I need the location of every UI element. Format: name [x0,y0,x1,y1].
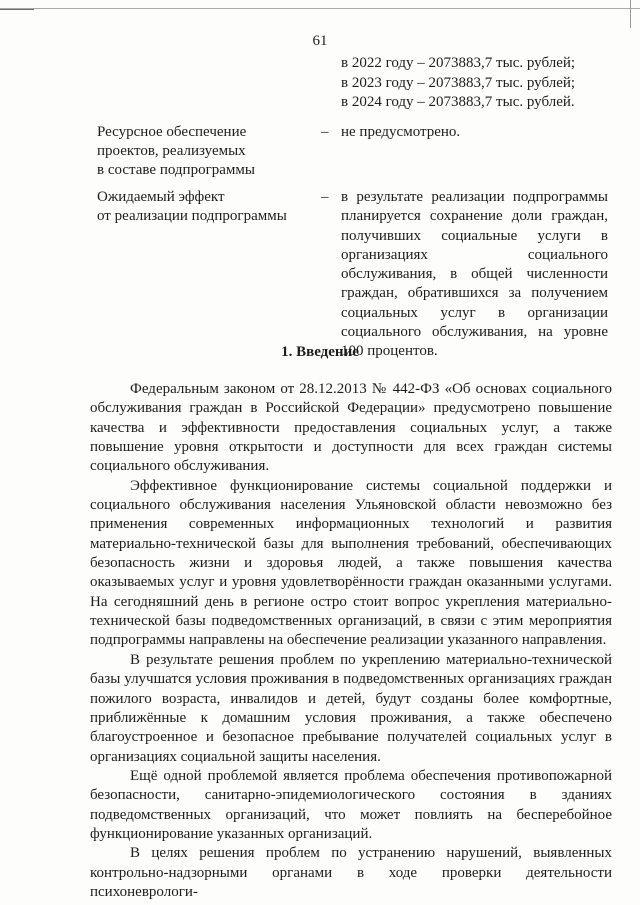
resources-label: Ресурсное обеспечение проектов, реализуемых в составе подпрограммы [97,124,255,178]
budget-years [341,54,621,113]
budget-year-2024: в 2024 году – 2073883,7 тыс. рублей. [341,94,575,110]
page-number: 61 [312,33,328,49]
effect-dash: – [321,189,329,205]
scan-edge-right [630,0,631,28]
resources-value: не предусмотрено. [341,124,461,140]
paragraph: Эффективное функционирование системы социальной поддержки и социального обслуживания населения Ульяновской области невозможно без применения современных информационных технологий и развития материально-технической базы для выполнения требований, обеспечивающих безопасность жизни и здоровья людей, а также повышения качества оказываемых услуг и уровня удовлетворённости граждан оказанными услугами. На сегодняшний день в регионе остро стоит вопрос укрепления материально-технической базы подведомственных организаций, в связи с этим мероприятия подпрограммы направлены на обеспечение реализации указанного направления. [90,477,612,649]
effect-label: Ожидаемый эффект от реализации подпрограммы [97,189,287,224]
body-text [90,380,612,902]
scan-edge-top [0,8,640,9]
paragraph: В целях решения проблем по устранению нарушений, выявленных контрольно-надзорными органами в ходе проверки деятельности психоневрологи- [90,845,612,900]
effect-value: в результате реализации подпрограммы планируется сохранение доли граждан, получивших социальные услуги в организациях социального обслуживания, в общей численности граждан, обратившихся за получением социальных услуг в организации социального обслуживания, на уровне 100 процентов. [341,189,608,360]
resources-dash: – [321,124,329,140]
budget-year-2023: в 2023 году – 2073883,7 тыс. рублей; [341,74,576,91]
section-heading: 1. Введение [281,344,359,360]
budget-year-2022: в 2022 году – 2073883,7 тыс. рублей; [341,55,576,71]
paragraph: Федеральным законом от 28.12.2013 № 442-ФЗ «Об основах социального обслуживания граждан в Российской Федерации» предусмотрено повышение качества и эффективности предоставления социальных услуг, а также повышение уровня открытости и доступности для всех граждан системы социального обслуживания. [90,381,612,475]
paragraph: В результате решения проблем по укреплению материально-технической базы улучшатся условия проживания в подведомственных организациях граждан пожилого возраста, инвалидов и детей, будут созданы более комфортные, приближённые к домашним условия проживания, а также обеспечено благоустроенное и безопасное пребывание получателей социальных услуг в организациях социальной защиты населения. [90,651,612,765]
paragraph: Ещё одной проблемой является проблема обеспечения противопожарной безопасности, санитарно-эпидемиологического состояния в зданиях подведомственных организаций, что может повлиять на бесперебойное функционирование указанных организаций. [90,767,612,842]
scan-edge-mark [0,9,34,10]
